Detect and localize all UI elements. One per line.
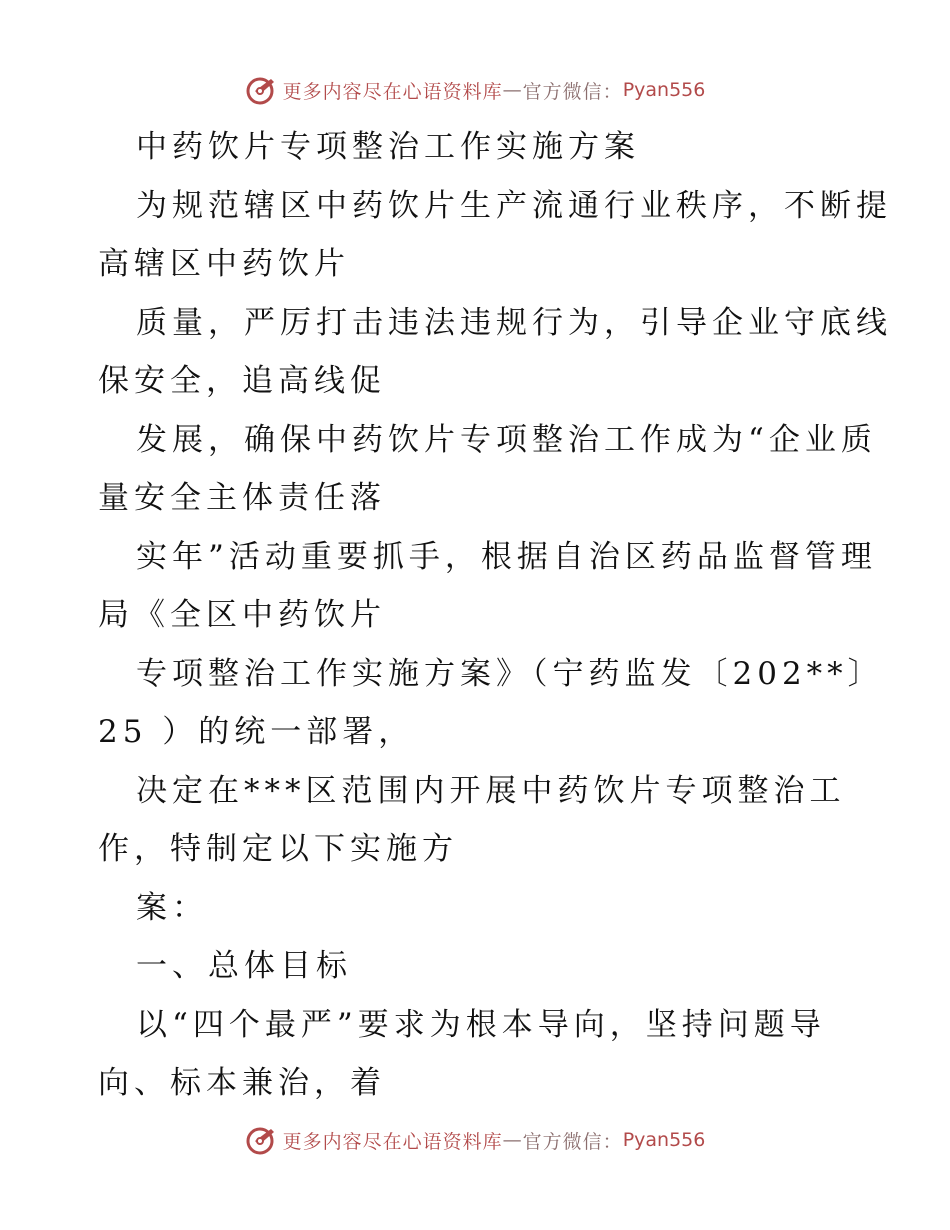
paragraph-line: 案： [136,889,208,926]
paragraph-line: 局《全区中药饮片 [98,597,386,633]
paragraph-line: 发展，确保中药饮片专项整治工作成为“企业质 [136,421,877,458]
banner-contact-label: 官方微信： [522,1130,623,1153]
document-body [98,118,892,1113]
library-logo-icon [245,73,279,107]
banner-dash: — [502,79,523,101]
paragraph-line: 25 ）的统一部署， [98,714,415,750]
section-heading: 一、总体目标 [136,948,352,984]
footer-watermark-banner [0,1120,950,1160]
paragraph-line: 以“四个最严”要求为根本导向，坚持问题导 [136,1006,826,1043]
paragraph-line: 质量，严厉打击违法违规行为，引导企业守底线 [136,304,892,341]
paragraph-line: 向、标本兼治，着 [98,1065,386,1101]
library-logo-icon [245,1123,279,1157]
banner-contact-label: 官方微信： [522,80,623,103]
paragraph-line: 决定在***区范围内开展中药饮片专项整治工 [136,772,846,809]
paragraph-line: 量安全主体责任落 [98,480,386,516]
banner-main-text: 更多内容尽在心语资料库 [282,80,503,103]
document-title: 中药饮片专项整治工作实施方案 [136,129,640,165]
header-watermark-banner [0,70,950,110]
paragraph-line: 为规范辖区中药饮片生产流通行业秩序，不断提 [136,187,892,224]
banner-main-text: 更多内容尽在心语资料库 [282,1130,503,1153]
banner-wechat-handle: Pyan556 [622,1129,706,1151]
banner-dash: — [502,1129,523,1151]
paragraph-line: 作，特制定以下实施方 [98,831,458,867]
paragraph-line: 高辖区中药饮片 [98,246,350,282]
banner-wechat-handle: Pyan556 [622,79,706,101]
paragraph-line: 保安全，追高线促 [98,363,386,399]
paragraph-line: 专项整治工作实施方案》（宁药监发〔202**〕 [136,655,884,692]
paragraph-line: 实年”活动重要抓手，根据自治区药品监督管理 [136,538,877,575]
